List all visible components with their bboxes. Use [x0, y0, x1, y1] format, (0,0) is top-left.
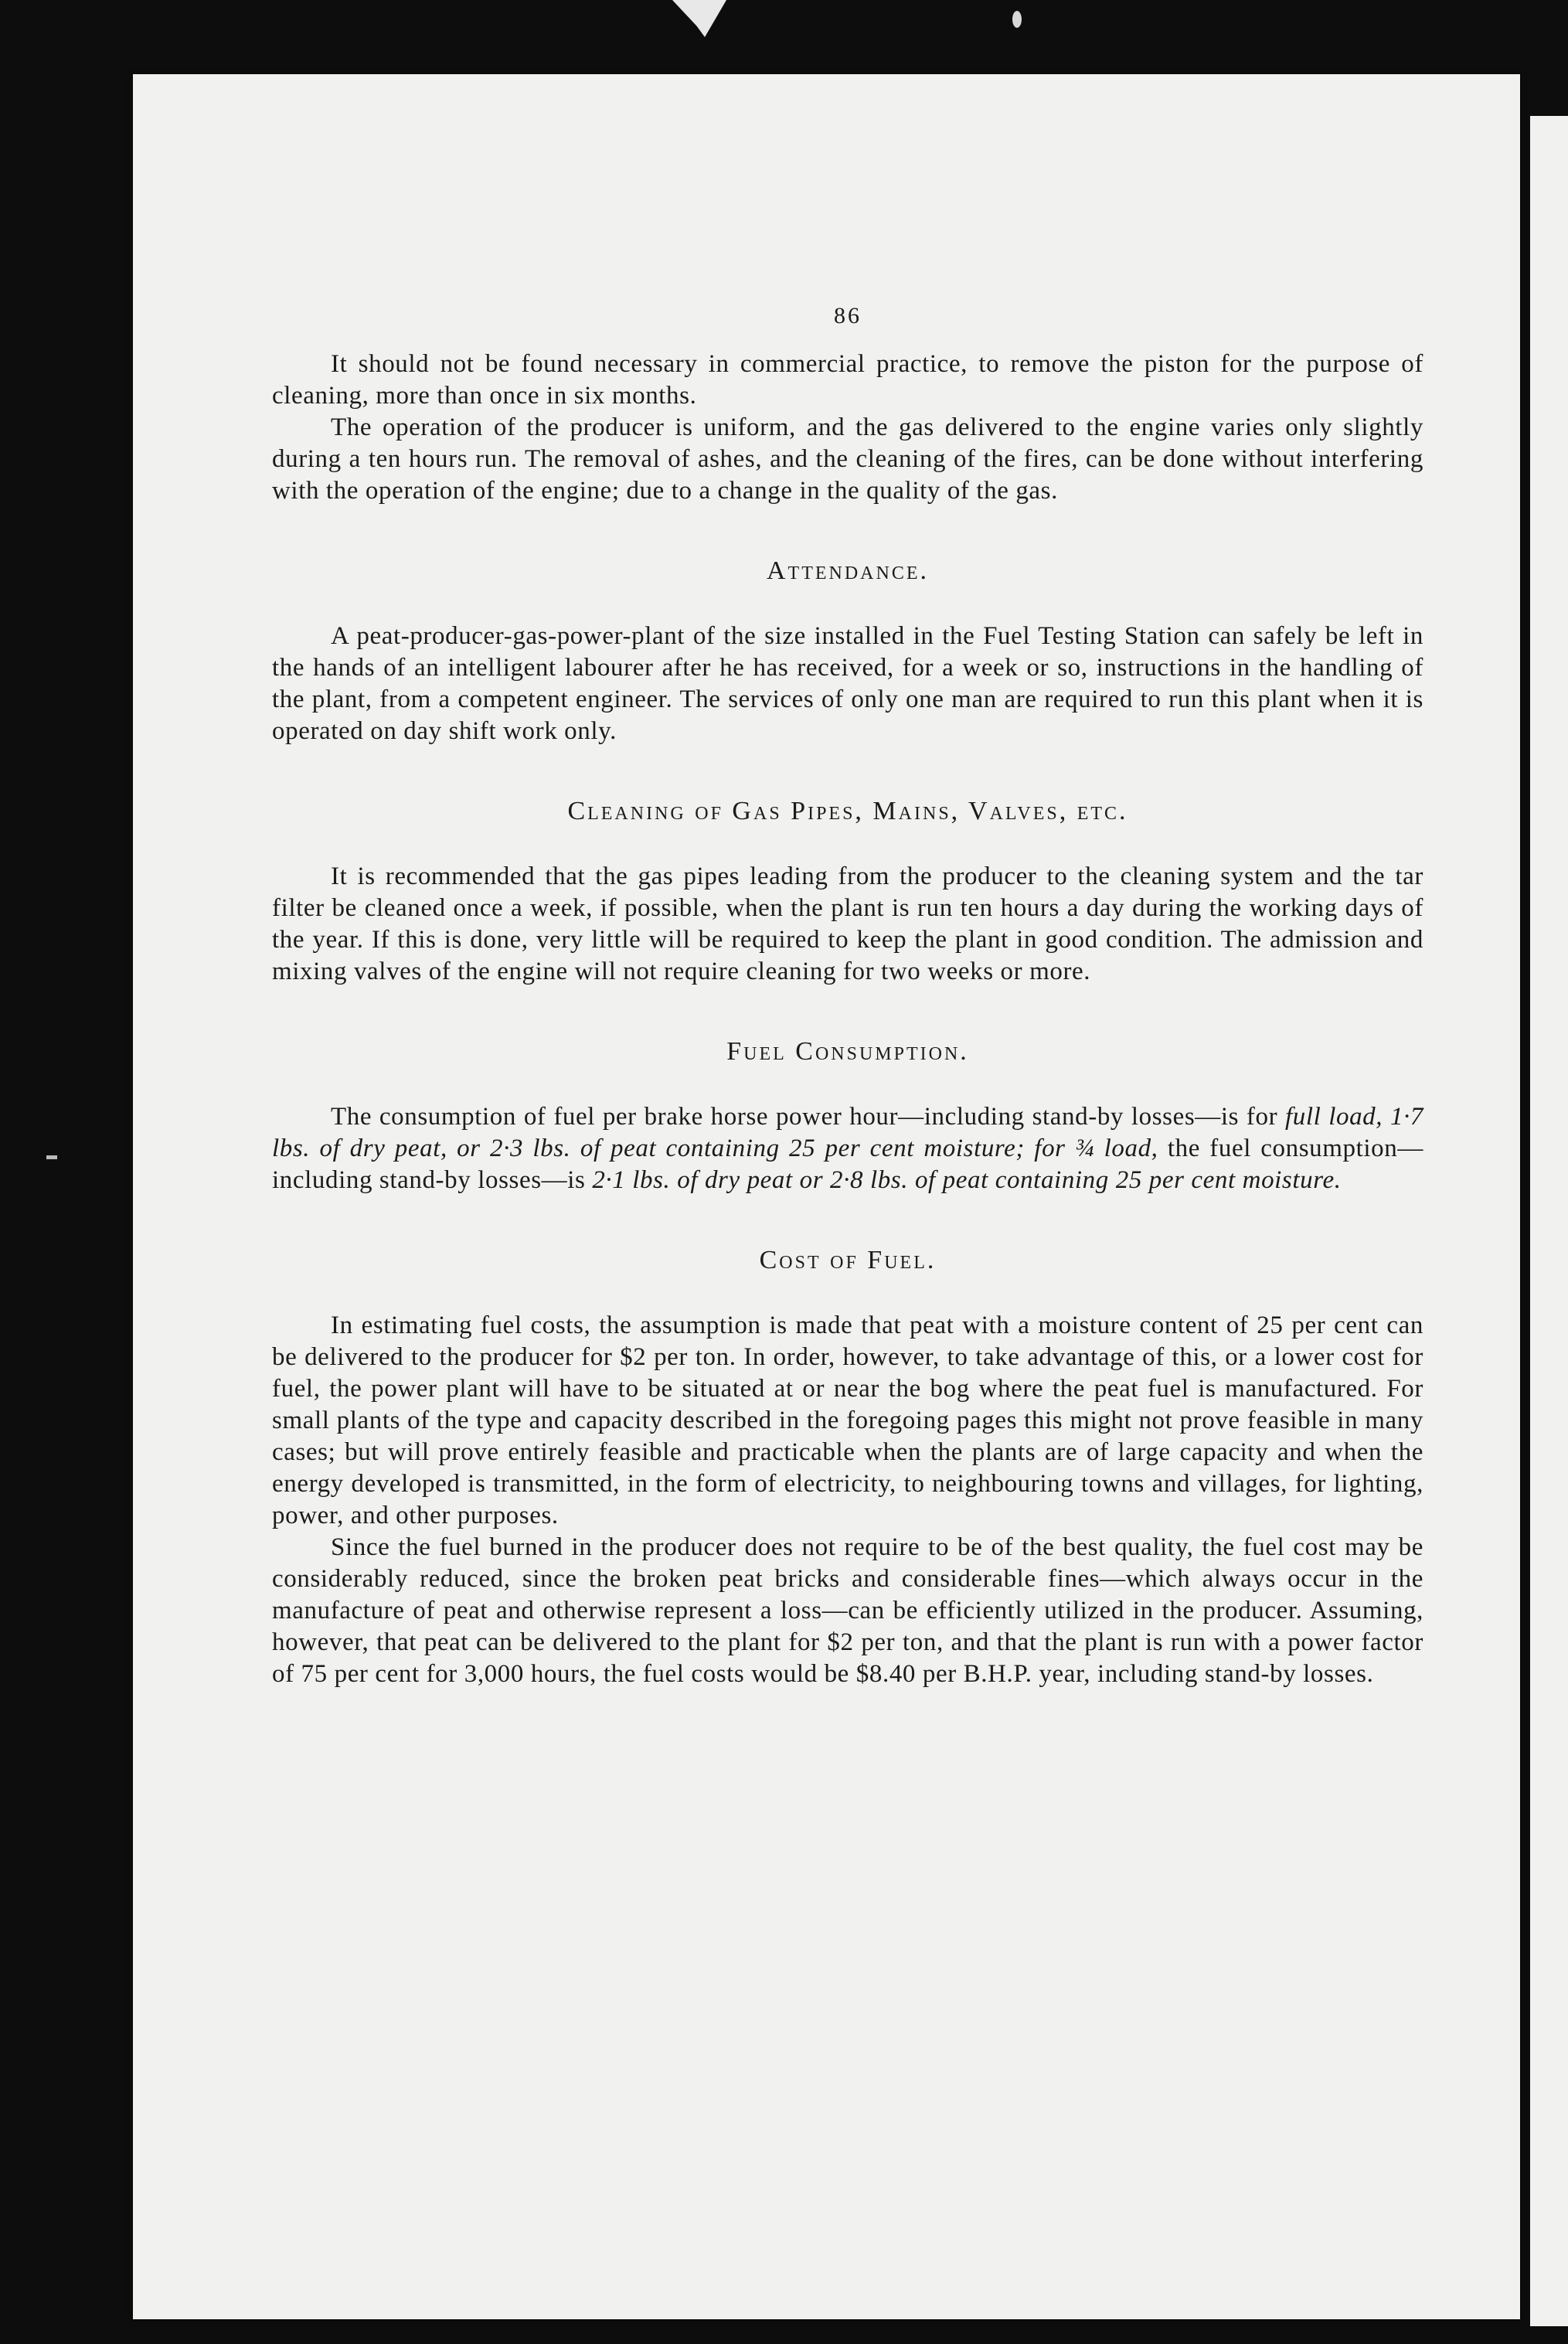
page-text [272, 300, 1423, 1690]
fuel-consumption-italic-2: 2·1 lbs. of dry peat or 2·8 lbs. of peat containing 25 per cent moisture. [592, 1166, 1342, 1194]
fuel-consumption-text-1: The consumption of fuel per brake horse power hour—including stand-by losses—is for [331, 1103, 1285, 1131]
film-scratch-mark [672, 0, 726, 37]
cost-of-fuel-paragraph-2: Since the fuel burned in the producer does not require to be of the best quality, the fuel cost may be considerably reduced, since the broken peat bricks and considerable fines—which always occur in the manufacture of peat and otherwise represent a loss—can be efficiently utilized in the producer. Assuming, however, that peat can be delivered to the plant for $2 per ton, and that the plant is run with a power factor of 75 per cent for 3,000 hours, the fuel costs would be $8.40 per B.H.P. year, including stand-by losses. [272, 1533, 1423, 1688]
fuel-consumption-text-2: the fuel consumption—including stand-by losses—is [272, 1135, 1423, 1194]
fuel-consumption-paragraph [272, 1101, 1423, 1196]
adjacent-page-edge [1530, 116, 1568, 2326]
page-number: 86 [834, 303, 862, 328]
film-dust-mark [46, 1155, 57, 1159]
section-heading-cleaning: Cleaning of Gas Pipes, Mains, Valves, etc. [567, 797, 1128, 825]
attendance-paragraph: A peat-producer-gas-power-plant of the size installed in the Fuel Testing Station can safely be left in the hands of an intelligent labourer after he has received, for a week or so, instructions in the handling of the plant, from a competent engineer. The services of only one man are required to run this plant when it is operated on day shift work only. [272, 622, 1423, 745]
cleaning-paragraph: It is recommended that the gas pipes leading from the producer to the cleaning system and the tar filter be cleaned once a week, if possible, when the plant is run ten hours a day during the working days of the year. If this is done, very little will be required to keep the plant in good condition. The admission and mixing valves of the engine will not require cleaning for two weeks or more. [272, 862, 1423, 985]
section-heading-cost-of-fuel: Cost of Fuel. [759, 1246, 937, 1274]
intro-paragraph-2: The operation of the producer is uniform, and the gas delivered to the engine varies only slightly during a ten hours run. The removal of ashes, and the cleaning of the fires, can be done without interfering with the operation of the engine; due to a change in the quality of the gas. [272, 413, 1423, 505]
cost-of-fuel-paragraph-1: In estimating fuel costs, the assumption is made that peat with a moisture content of 25 per cent can be delivered to the producer for $2 per ton. In order, however, to take advantage of this, or a lower cost for fuel, the power plant will have to be situated at or near the bog where the peat fuel is manufactured. For small plants of the type and capacity described in the foregoing pages this might not prove feasible in many cases; but will prove entirely feasible and practicable when the plants are of large capacity and when the energy developed is transmitted, in the form of electricity, to neighbouring towns and villages, for lighting, power, and other purposes. [272, 1311, 1423, 1529]
section-heading-attendance: Attendance. [766, 556, 930, 585]
intro-paragraph-1: It should not be found necessary in commercial practice, to remove the piston for the purpose of cleaning, more than once in six months. [272, 350, 1423, 410]
section-heading-fuel-consumption: Fuel Consumption. [726, 1037, 969, 1066]
film-dust-mark [1012, 11, 1022, 28]
fuel-consumption-italic-1: full load, 1·7 lbs. of dry peat, or 2·3 lbs. of peat containing 25 per cent moisture; for ¾ load, [272, 1103, 1423, 1162]
